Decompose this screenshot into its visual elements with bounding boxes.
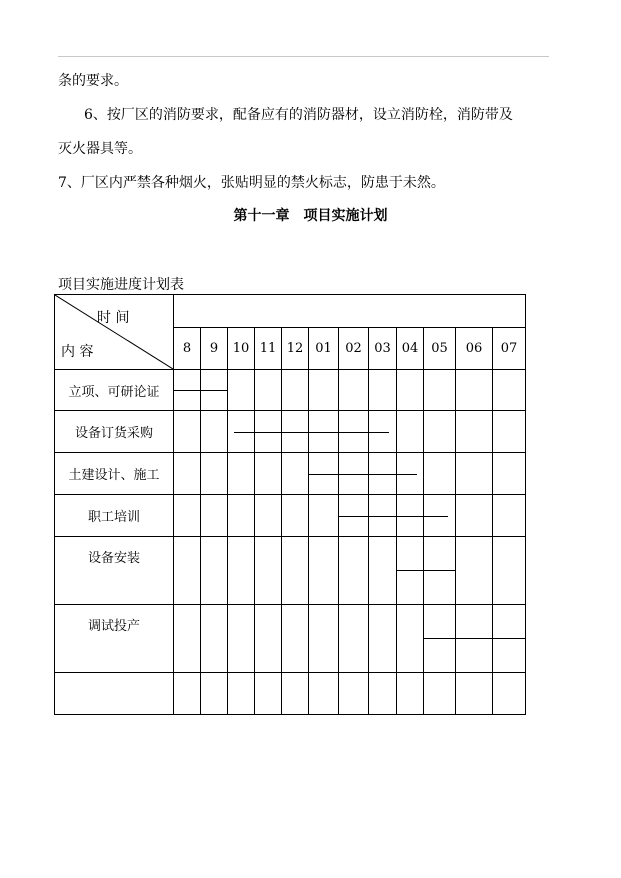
- task-label: 调试投产: [55, 605, 174, 673]
- schedule-cell: [174, 453, 201, 495]
- schedule-cell: [369, 537, 397, 605]
- schedule-cell: [282, 370, 309, 411]
- schedule-bar: [397, 570, 456, 571]
- schedule-cell: [255, 495, 282, 537]
- schedule-cell: [339, 537, 369, 605]
- schedule-cell: [456, 411, 493, 453]
- month-header-cell: 04: [397, 328, 424, 370]
- task-label: 设备安装: [55, 537, 174, 605]
- schedule-cell: [201, 495, 228, 537]
- month-header-cell: 06: [456, 328, 493, 370]
- schedule-cell: [309, 605, 339, 673]
- schedule-cell: [282, 605, 309, 673]
- schedule-bar: [339, 516, 448, 517]
- schedule-cell: [493, 370, 526, 411]
- header-rule: [58, 56, 549, 57]
- task-label: [55, 673, 174, 715]
- schedule-cell: [369, 673, 397, 715]
- schedule-cell: [493, 411, 526, 453]
- schedule-cell: [397, 411, 424, 453]
- header-content: 内 容: [61, 344, 94, 360]
- schedule-cell: [493, 453, 526, 495]
- schedule-cell: [424, 453, 456, 495]
- schedule-cell: [174, 411, 201, 453]
- schedule-cell: [174, 495, 201, 537]
- schedule-cell: [397, 370, 424, 411]
- schedule-cell: [397, 605, 424, 673]
- schedule-cell: [493, 537, 526, 605]
- schedule-cell: [201, 605, 228, 673]
- schedule-cell: [228, 537, 255, 605]
- schedule-cell: [397, 673, 424, 715]
- schedule-cell: [424, 673, 456, 715]
- schedule-cell: [493, 495, 526, 537]
- schedule-cell: [228, 453, 255, 495]
- text-line-4: 7、厂区内严禁各种烟火，张贴明显的禁火标志，防患于未然。: [58, 175, 445, 191]
- schedule-cell: [255, 605, 282, 673]
- schedule-cell: [309, 370, 339, 411]
- schedule-cell: [309, 495, 339, 537]
- text-line-2: 6、按厂区的消防要求，配备应有的消防器材，设立消防栓，消防带及: [84, 107, 513, 123]
- schedule-cell: [282, 453, 309, 495]
- schedule-cell: [201, 411, 228, 453]
- header-top-blank: [174, 295, 526, 328]
- schedule-cell: [369, 370, 397, 411]
- schedule-cell: [456, 453, 493, 495]
- schedule-bar: [424, 638, 526, 639]
- month-header-cell: 05: [424, 328, 456, 370]
- task-label: 设备订货采购: [55, 411, 174, 453]
- schedule-bar: [309, 474, 417, 475]
- task-label: 职工培训: [55, 495, 174, 537]
- schedule-cell: [456, 537, 493, 605]
- schedule-table: [54, 294, 526, 715]
- schedule-cell: [228, 495, 255, 537]
- schedule-cell: [339, 673, 369, 715]
- schedule-cell: [282, 673, 309, 715]
- schedule-cell: [228, 370, 255, 411]
- text-line-3: 灭火器具等。: [58, 141, 142, 157]
- schedule-cell: [456, 495, 493, 537]
- month-header-cell: 12: [282, 328, 309, 370]
- schedule-cell: [201, 453, 228, 495]
- schedule-cell: [255, 370, 282, 411]
- task-label: 立项、可研论证: [55, 370, 174, 411]
- schedule-cell: [424, 370, 456, 411]
- month-header-cell: 9: [201, 328, 228, 370]
- text-line-1: 条的要求。: [58, 73, 128, 89]
- schedule-cell: [255, 453, 282, 495]
- schedule-cell: [309, 673, 339, 715]
- month-header-cell: 02: [339, 328, 369, 370]
- schedule-cell: [493, 673, 526, 715]
- task-label: 土建设计、施工: [55, 453, 174, 495]
- schedule-cell: [255, 537, 282, 605]
- chapter-title: 第十一章 项目实施计划: [233, 208, 388, 224]
- month-header-cell: 8: [174, 328, 201, 370]
- schedule-bar: [174, 390, 228, 391]
- schedule-cell: [201, 673, 228, 715]
- month-header-cell: 01: [309, 328, 339, 370]
- schedule-cell: [228, 605, 255, 673]
- schedule-cell: [424, 411, 456, 453]
- table-caption: 项目实施进度计划表: [58, 277, 184, 293]
- schedule-cell: [369, 605, 397, 673]
- header-diagonal-cell: [55, 295, 174, 370]
- schedule-cell: [456, 370, 493, 411]
- schedule-cell: [339, 605, 369, 673]
- schedule-cell: [282, 537, 309, 605]
- schedule-cell: [174, 605, 201, 673]
- month-header-cell: 07: [493, 328, 526, 370]
- schedule-cell: [339, 370, 369, 411]
- schedule-cell: [201, 537, 228, 605]
- month-header-cell: 11: [255, 328, 282, 370]
- schedule-bar: [234, 432, 389, 433]
- month-header-cell: 10: [228, 328, 255, 370]
- schedule-cell: [228, 673, 255, 715]
- header-time: 时 间: [97, 310, 130, 326]
- month-header-cell: 03: [369, 328, 397, 370]
- schedule-cell: [456, 673, 493, 715]
- schedule-cell: [174, 537, 201, 605]
- schedule-cell: [282, 495, 309, 537]
- schedule-cell: [174, 673, 201, 715]
- schedule-cell: [255, 673, 282, 715]
- schedule-cell: [309, 537, 339, 605]
